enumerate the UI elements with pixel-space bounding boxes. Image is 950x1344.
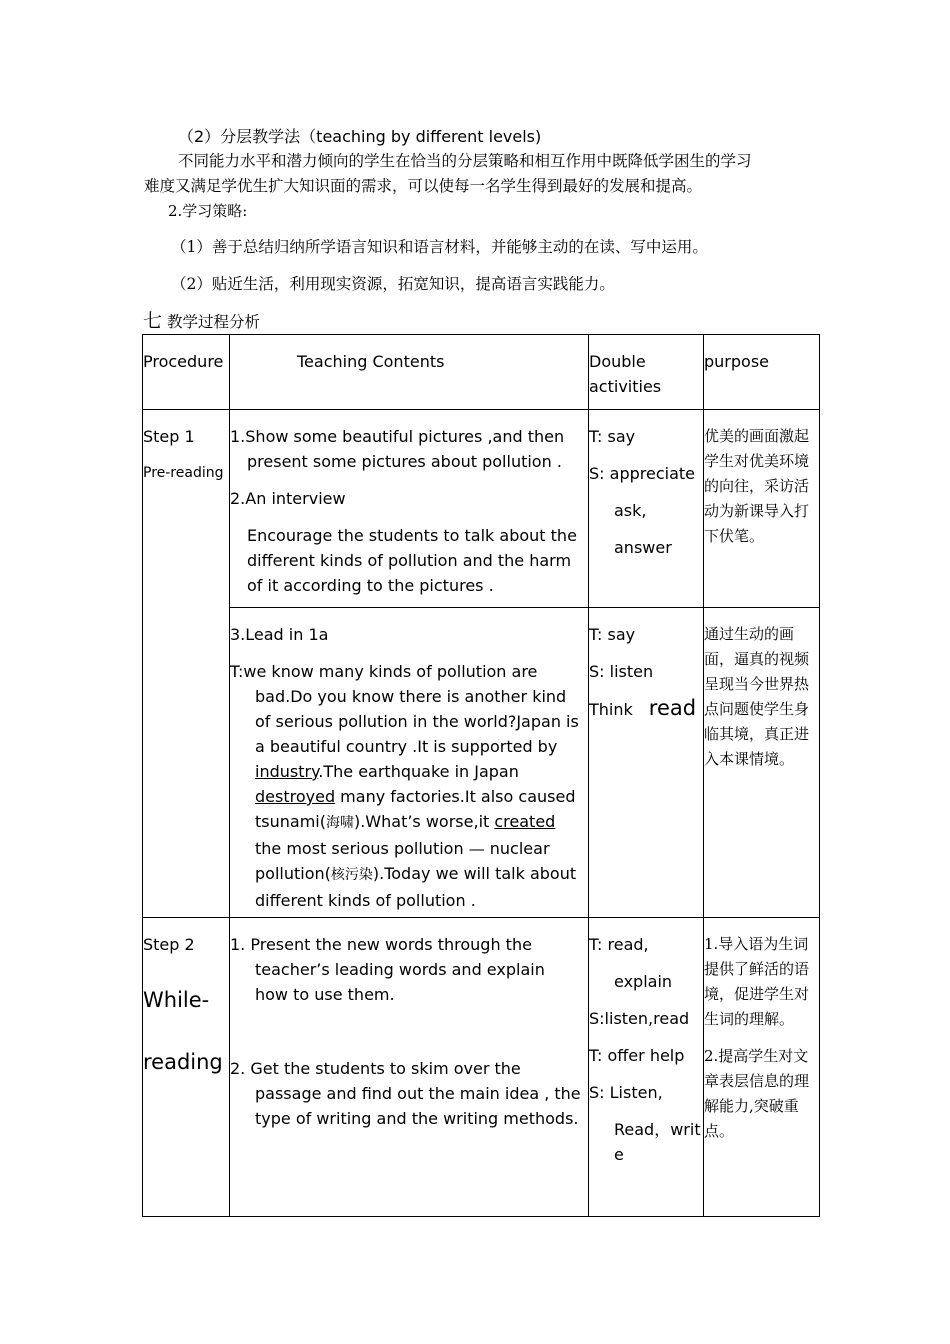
table-row-step1 bbox=[143, 410, 820, 608]
step1-purpose: 优美的画面激起学生对优美环境的向往，采访活动为新课导入打下伏笔。 bbox=[704, 427, 810, 545]
step1-content-1: 1.Show some beautiful pictures ,and then present some pictures about pollution . bbox=[230, 427, 565, 471]
step1-activities-cell bbox=[589, 410, 704, 608]
table-row-lead-in bbox=[143, 608, 820, 918]
step1-procedure-cell bbox=[143, 410, 230, 918]
step2-activity-6: Read，write bbox=[614, 1120, 701, 1164]
step1-purpose-cell bbox=[704, 410, 820, 608]
lead-content-text bbox=[230, 659, 588, 913]
lead-text-3: many factories.It also caused tsunami( bbox=[255, 787, 576, 831]
word-destroyed: destroyed bbox=[255, 787, 336, 806]
lead-text-7: ).Today we will talk about different kinds of pollution . bbox=[255, 864, 577, 910]
step1-activity-3: ask, bbox=[614, 501, 647, 520]
method-heading: （2）分层教学法（teaching by different levels) bbox=[178, 127, 542, 146]
section-title bbox=[143, 309, 260, 335]
table-header-row bbox=[143, 335, 820, 410]
step2-activities-cell bbox=[589, 918, 704, 1217]
lead-purpose: 通过生动的画面，逼真的视频呈现当今世界热点问题使学生身临其境，真正进入本课情境。 bbox=[704, 625, 810, 768]
lead-text-1: T:we know many kinds of pollution are bad.Do you know there is another kind of serious pollution in the world?Japan is a beautiful country .It is supported by bbox=[230, 662, 579, 756]
header-contents: Teaching Contents bbox=[230, 335, 589, 410]
step1-activity-2: S: appreciate bbox=[589, 464, 695, 483]
table-row-step2 bbox=[143, 918, 820, 1217]
word-nuclear-cn: 核污染 bbox=[330, 867, 373, 883]
step1-activity-4: answer bbox=[614, 538, 672, 557]
step1-contents-cell bbox=[230, 410, 589, 608]
step1-label: Step 1 bbox=[143, 427, 195, 446]
step2-activity-2: explain bbox=[614, 972, 673, 991]
step1-content-2: 2.An interview bbox=[230, 489, 346, 508]
lead-text-6: nuclear pollution( bbox=[255, 839, 550, 883]
lead-text-4: ).What’s worse,it bbox=[353, 812, 495, 831]
step2-contents-cell bbox=[230, 918, 589, 1217]
lead-dash: — bbox=[468, 839, 485, 858]
step2-content-1: 1. Present the new words through the teacher’s leading words and explain how to use them. bbox=[230, 935, 545, 1004]
strategy-heading: 2.学习策略: bbox=[168, 202, 248, 220]
lead-contents-cell bbox=[230, 608, 589, 918]
step2-phase: While-reading bbox=[143, 988, 223, 1074]
step2-activity-3: S:listen,read bbox=[589, 1009, 690, 1028]
method-paragraph-line-1: 不同能力水平和潜力倾向的学生在恰当的分层策略和相互作用中既降低学困生的学习 bbox=[178, 152, 752, 170]
lead-activity-1: T: say bbox=[589, 625, 636, 644]
step2-purpose-cell bbox=[704, 918, 820, 1217]
lead-text-5: the most serious pollution bbox=[255, 839, 469, 858]
step1-activity-1: T: say bbox=[589, 427, 636, 446]
step2-content-2: 2. Get the students to skim over the passage and find out the main idea , the type of writing and the writing methods. bbox=[230, 1059, 581, 1128]
step2-label: Step 2 bbox=[143, 935, 195, 954]
step1-phase: Pre-reading bbox=[143, 465, 224, 481]
lead-activity-3-row bbox=[589, 696, 703, 722]
lead-activity-2: S: listen bbox=[589, 662, 654, 681]
step2-activity-5: S: Listen, bbox=[589, 1083, 663, 1102]
step2-purpose-2: 2.提高学生对文章表层信息的理解能力,突破重点。 bbox=[704, 1047, 810, 1140]
strategy-item-1: （1）善于总结归纳所学语言知识和语言材料，并能够主动的在读、写中运用。 bbox=[171, 238, 708, 256]
header-purpose: purpose bbox=[704, 335, 820, 410]
teaching-process-table bbox=[142, 334, 820, 1217]
lead-text-2: .The earthquake in Japan bbox=[318, 762, 519, 781]
step2-activity-1: T: read, bbox=[589, 935, 649, 954]
word-industry: industry bbox=[255, 762, 319, 781]
header-procedure: Procedure bbox=[143, 335, 230, 410]
section-title-text: 教学过程分析 bbox=[162, 313, 260, 331]
step2-procedure-cell bbox=[143, 918, 230, 1217]
step2-purpose-1: 1.导入语为生词提供了鲜活的语境，促进学生对生词的理解。 bbox=[704, 935, 810, 1028]
lead-activity-think: Think bbox=[589, 700, 633, 719]
section-number: 七 bbox=[143, 310, 163, 332]
lead-activities-cell bbox=[589, 608, 704, 918]
word-tsunami-cn: 海啸 bbox=[325, 815, 354, 831]
lead-activity-read: read bbox=[648, 696, 697, 720]
lead-content-title: 3.Lead in 1a bbox=[230, 625, 329, 644]
step2-activity-4: T: offer help bbox=[589, 1046, 685, 1065]
header-activities: Double activities bbox=[589, 335, 704, 410]
word-created: created bbox=[494, 812, 556, 831]
step1-content-3: Encourage the students to talk about the different kinds of pollution and the harm of it according to the pictures . bbox=[247, 526, 577, 595]
lead-purpose-cell bbox=[704, 608, 820, 918]
strategy-item-2: （2）贴近生活，利用现实资源，拓宽知识，提高语言实践能力。 bbox=[171, 275, 615, 293]
method-paragraph-line-2: 难度又满足学优生扩大知识面的需求，可以使每一名学生得到最好的发展和提高。 bbox=[144, 177, 703, 195]
